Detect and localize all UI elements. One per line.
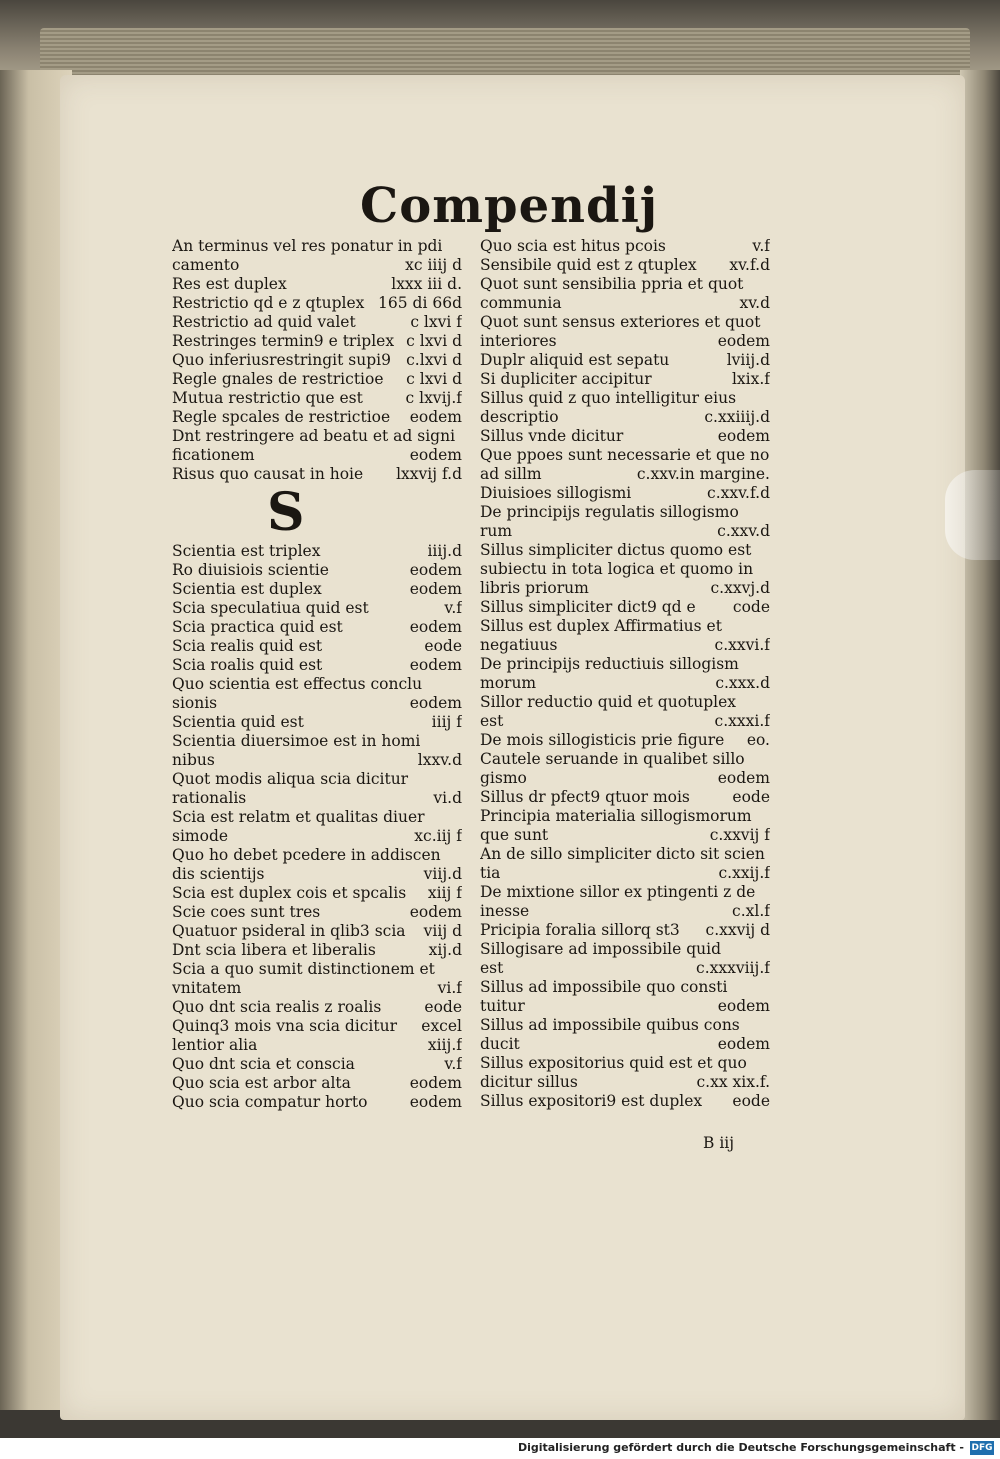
index-entry [480,940,770,959]
entry-text: Dnt restringere ad beatu et ad signi [172,427,456,445]
index-entry [480,712,770,731]
entry-reference [456,237,462,256]
entry-text: Restrictio ad quid valet [172,313,356,331]
entry-reference: eodem [409,656,462,674]
index-entry [480,598,770,617]
index-entry [480,864,770,883]
entry-reference [456,675,462,694]
index-entry [480,978,770,997]
entry-reference: c lxvi d [406,370,462,388]
entry-text: Scia est duplex cois et spcalis [172,884,407,902]
entry-text: descriptio [480,408,559,426]
entry-text: Regle gnales de restrictioe [172,370,384,388]
entry-reference: iiij.d [427,542,462,560]
entry-reference [764,1054,770,1073]
entry-text: Regle spcales de restrictioe [172,408,391,426]
index-entry [480,959,770,978]
entry-text: An de sillo simpliciter dicto sit scien [480,845,765,863]
entry-text: Scientia est triplex [172,542,321,560]
entry-reference: c.lxvi d [406,351,462,369]
index-entry [480,579,770,598]
entry-text: Scientia est duplex [172,580,322,598]
entry-text: Sensibile quid est z qtuplex [480,256,697,274]
entry-reference [764,750,770,769]
entry-text: Quot sunt sensibilia ppria et quot [480,275,744,293]
entry-text: interiores [480,332,557,350]
index-column-left [172,237,462,1112]
entry-text: gismo [480,769,527,787]
entry-reference: c.xxvij f [709,826,770,844]
index-column-right [480,237,770,1111]
entry-text: Sillus ad impossibile quibus cons [480,1016,740,1034]
index-entry [172,465,462,484]
entry-text: Quo dnt scia realis z roalis [172,998,382,1016]
entry-reference: eo. [746,731,770,749]
index-entry [480,769,770,788]
entry-reference: xc.iij f [414,827,462,845]
entry-reference [764,693,770,712]
index-entry [172,884,462,903]
index-entry [480,883,770,902]
entry-reference: c lxvij.f [405,389,462,407]
entry-text: Cautele seruande in qualibet sillo [480,750,745,768]
entry-reference: lviij.d [726,351,770,369]
entry-reference: xiij f [427,884,462,902]
entry-text: An terminus vel res ponatur in pdi [172,237,443,255]
entry-reference: lxix.f [731,370,770,388]
entry-text: subiectu in tota logica et quomo in [480,560,754,578]
index-entry [172,618,462,637]
index-entry [172,351,462,370]
entry-text: Diuisioes sillogismi [480,484,632,502]
entry-text: Sillus expositorius quid est et quo [480,1054,747,1072]
index-entry [172,332,462,351]
entry-reference: c.xxvi.f [714,636,770,654]
entry-reference: eode [424,998,462,1016]
entry-text: est [480,959,504,977]
entry-text: Sillogisare ad impossibile quid [480,940,721,958]
entry-reference: viij d [423,922,462,940]
entry-text: Duplr aliquid est sepatu [480,351,670,369]
entry-reference: eodem [409,694,462,712]
entry-text: Pricipia foralia sillorq st3 [480,921,680,939]
entry-reference: eodem [409,903,462,921]
drop-initial: S [267,482,305,543]
index-entry [480,427,770,446]
index-entry [480,921,770,940]
footer-credit: Digitalisierung gefördert durch die Deutsche Forschungsgemeinschaft - [517,1441,964,1454]
entry-reference [764,275,770,294]
entry-reference: v.f [444,599,462,617]
index-entry [172,941,462,960]
entry-reference: c.xxv.in margine. [636,465,770,483]
index-entry [480,731,770,750]
entry-reference [769,446,770,465]
book-fore-edge [960,70,1000,1420]
entry-text: De principijs regulatis sillogismo [480,503,739,521]
entry-text: Quo dnt scia et conscia [172,1055,355,1073]
index-entry [480,750,770,769]
page-title: Compendij [360,178,659,234]
entry-text: rationalis [172,789,247,807]
index-entry [480,1054,770,1073]
index-entry [480,902,770,921]
index-entry [480,294,770,313]
entry-text: Scientia quid est [172,713,304,731]
entry-text: Quo scia est arbor alta [172,1074,351,1092]
entry-reference: c lxvi d [406,332,462,350]
index-entry [480,484,770,503]
entry-reference [764,389,770,408]
index-entry [172,427,462,446]
entry-text: Quo scia est hitus pcois [480,237,666,255]
index-entry [480,826,770,845]
entry-reference: c.xxxi.f [714,712,770,730]
entry-text: Sillus ad impossibile quo consti [480,978,728,996]
entry-reference: lxxx iii d. [391,275,462,293]
index-entry [480,446,770,465]
index-entry [172,561,462,580]
index-entry [172,694,462,713]
entry-text: simode [172,827,229,845]
entry-text: inesse [480,902,530,920]
entry-text: Dnt scia libera et liberalis [172,941,376,959]
index-entry [172,1036,462,1055]
index-entry [172,656,462,675]
entry-reference: xiij.f [427,1036,462,1054]
entry-reference [764,541,770,560]
entry-text: est [480,712,504,730]
entry-reference: 165 di 66d [378,294,462,312]
index-entry [172,789,462,808]
entry-reference [765,845,770,864]
index-entry [172,713,462,732]
entry-text: sionis [172,694,218,712]
index-entry [480,313,770,332]
entry-text: tia [480,864,501,882]
index-entry [480,807,770,826]
index-entry [480,997,770,1016]
entry-reference: c.xxx.d [715,674,770,692]
entry-text: ducit [480,1035,520,1053]
index-entry [172,1017,462,1036]
entry-reference: c.xx xix.f. [696,1073,770,1091]
index-entry [480,1073,770,1092]
index-entry [172,732,462,751]
entry-reference [456,960,462,979]
folio-signature: B iij [703,1134,735,1152]
index-entry [172,313,462,332]
entry-text: Restrictio qd e z qtuplex [172,294,365,312]
entry-text: Scia roalis quid est [172,656,323,674]
entry-text: Sillus dr pfect9 qtuor mois [480,788,690,806]
entry-reference: eodem [717,1035,770,1053]
entry-text: Scia practica quid est [172,618,343,636]
index-entry [480,845,770,864]
index-entry [172,903,462,922]
index-entry [172,389,462,408]
entry-text: Si dupliciter accipitur [480,370,652,388]
entry-text: Scia est relatm et qualitas diuer [172,808,425,826]
index-entry [480,465,770,484]
entry-reference: eodem [409,580,462,598]
index-entry [480,541,770,560]
entry-text: tuitur [480,997,525,1015]
entry-reference [764,978,770,997]
entry-reference: v.f [444,1055,462,1073]
index-entry [172,960,462,979]
entry-reference [764,503,770,522]
index-entry [480,655,770,674]
entry-reference: eode [732,1092,770,1110]
entry-reference: eodem [409,1074,462,1092]
index-entry [172,827,462,846]
entry-text: Quo scia compatur horto [172,1093,368,1111]
entry-text: Scientia diuersimoe est in homi [172,732,421,750]
entry-reference: eodem [409,408,462,426]
index-entry [172,808,462,827]
entry-reference: c.xl.f [732,902,770,920]
index-entry [480,693,770,712]
index-entry [172,275,462,294]
entry-text: Scia realis quid est [172,637,323,655]
entry-reference: xv.d [739,294,770,312]
entry-text: que sunt [480,826,549,844]
entry-text: Sillor reductio quid et quotuplex [480,693,737,711]
entry-reference: eode [424,637,462,655]
entry-text: Restringes termin9 e triplex [172,332,395,350]
entry-reference: eodem [409,618,462,636]
entry-reference: eodem [409,446,462,464]
index-entry [172,846,462,865]
index-entry [480,560,770,579]
entry-text: Sillus simpliciter dict9 qd e [480,598,696,616]
entry-text: negatiuus [480,636,558,654]
entry-reference [764,1016,770,1035]
entry-reference: lxxvij f.d [396,465,462,483]
index-entry [480,256,770,275]
index-entry [172,237,462,256]
entry-text: Ro diuisiois scientie [172,561,329,579]
entry-text: Quot sunt sensus exteriores et quot [480,313,761,331]
entry-reference: eodem [717,332,770,350]
entry-text: Quinq3 mois vna scia dicitur [172,1017,398,1035]
index-entry [480,636,770,655]
entry-reference [764,617,770,636]
entry-reference [764,560,770,579]
entry-text: ficationem [172,446,255,464]
entry-reference: excel [421,1017,462,1035]
entry-reference: vi.d [433,789,462,807]
entry-text: morum [480,674,537,692]
index-entry [480,1092,770,1111]
entry-reference: c.xxvij d [705,921,770,939]
entry-reference: v.f [752,237,770,255]
entry-text: Scia a quo sumit distinctionem et [172,960,435,978]
entry-text: dis scientijs [172,865,265,883]
entry-text: Que ppoes sunt necessarie et que no [480,446,770,464]
index-entry [480,408,770,427]
index-entry [480,503,770,522]
entry-reference [764,883,770,902]
entry-reference: code [732,598,770,616]
entry-text: Sillus vnde dicitur [480,427,624,445]
entry-reference: c lxvi f [410,313,462,331]
index-entry [172,1055,462,1074]
index-entry [480,788,770,807]
entry-text: Principia materialia sillogismorum [480,807,752,825]
index-entry [172,370,462,389]
index-entry [480,674,770,693]
entry-text: dicitur sillus [480,1073,578,1091]
entry-text: rum [480,522,513,540]
index-entry [480,1035,770,1054]
entry-text: De principijs reductiuis sillogism [480,655,739,673]
entry-reference [764,807,770,826]
entry-text: Sillus expositori9 est duplex [480,1092,703,1110]
entry-text: Quot modis aliqua scia dicitur [172,770,409,788]
entry-text: De mixtione sillor ex ptingenti z de [480,883,756,901]
entry-text: ad sillm [480,465,542,483]
entry-text: libris priorum [480,579,589,597]
entry-reference: c.xxv.f.d [707,484,770,502]
entry-text: Res est duplex [172,275,287,293]
entry-reference: vi.f [437,979,462,997]
index-entry [172,1074,462,1093]
entry-reference [456,732,462,751]
entry-reference [456,808,462,827]
entry-reference: xv.f.d [729,256,770,274]
entry-text: Quo scientia est effectus conclu [172,675,423,693]
entry-text: nibus [172,751,215,769]
page-clip [945,470,1000,560]
entry-text: Quatuor psideral in qlib3 scia [172,922,406,940]
entry-reference: xc iiij d [405,256,462,274]
index-entry [480,275,770,294]
index-entry [172,675,462,694]
index-entry [172,1093,462,1112]
index-entry [172,599,462,618]
index-entry [172,922,462,941]
entry-text: Mutua restrictio que est [172,389,363,407]
entry-reference: eode [732,788,770,806]
index-entry [480,370,770,389]
index-entry [172,580,462,599]
entry-reference [764,313,770,332]
entry-text: Quo inferiusrestringit supi9 [172,351,391,369]
entry-text: communia [480,294,562,312]
index-entry [172,865,462,884]
entry-reference: eodem [409,561,462,579]
entry-reference: eodem [409,1093,462,1111]
index-entry [172,637,462,656]
entry-reference: eodem [717,427,770,445]
index-entry [172,446,462,465]
entry-text: Scie coes sunt tres [172,903,321,921]
entry-reference: c.xxvj.d [710,579,770,597]
entry-reference: eodem [717,997,770,1015]
index-entry [480,1016,770,1035]
entry-text: Sillus est duplex Affirmatius et [480,617,722,635]
index-entry [480,237,770,256]
entry-text: camento [172,256,240,274]
entry-reference [456,427,462,446]
index-entry [480,617,770,636]
index-entry [480,351,770,370]
entry-reference [764,940,770,959]
index-entry [172,770,462,789]
index-entry [172,979,462,998]
index-entry [172,542,462,561]
entry-reference [456,770,462,789]
entry-text: Scia speculatiua quid est [172,599,369,617]
entry-text: De mois sillogisticis prie figure [480,731,725,749]
entry-reference: iiij f [431,713,462,731]
entry-reference: lxxv.d [417,751,462,769]
entry-text: Quo ho debet pcedere in addiscen [172,846,441,864]
entry-text: lentior alia [172,1036,258,1054]
index-entry [480,522,770,541]
entry-text: Sillus simpliciter dictus quomo est [480,541,752,559]
entry-reference: xij.d [428,941,462,959]
index-entry [172,998,462,1017]
index-entry [172,408,462,427]
dfg-logo: DFG [971,1443,993,1453]
entry-reference: c.xxv.d [717,522,770,540]
index-entry [172,294,462,313]
entry-reference [456,846,462,865]
index-entry [172,751,462,770]
entry-text: vnitatem [172,979,242,997]
entry-reference: c.xxxviij.f [696,959,770,977]
entry-reference: c.xxij.f [718,864,770,882]
entry-reference: c.xxiiij.d [704,408,770,426]
entry-reference: eodem [717,769,770,787]
index-entry [480,389,770,408]
entry-reference: viij.d [423,865,462,883]
entry-reference [764,655,770,674]
entry-text: Sillus quid z quo intelligitur eius [480,389,737,407]
entry-text: Risus quo causat in hoie [172,465,364,483]
index-entry [172,256,462,275]
index-entry [480,332,770,351]
